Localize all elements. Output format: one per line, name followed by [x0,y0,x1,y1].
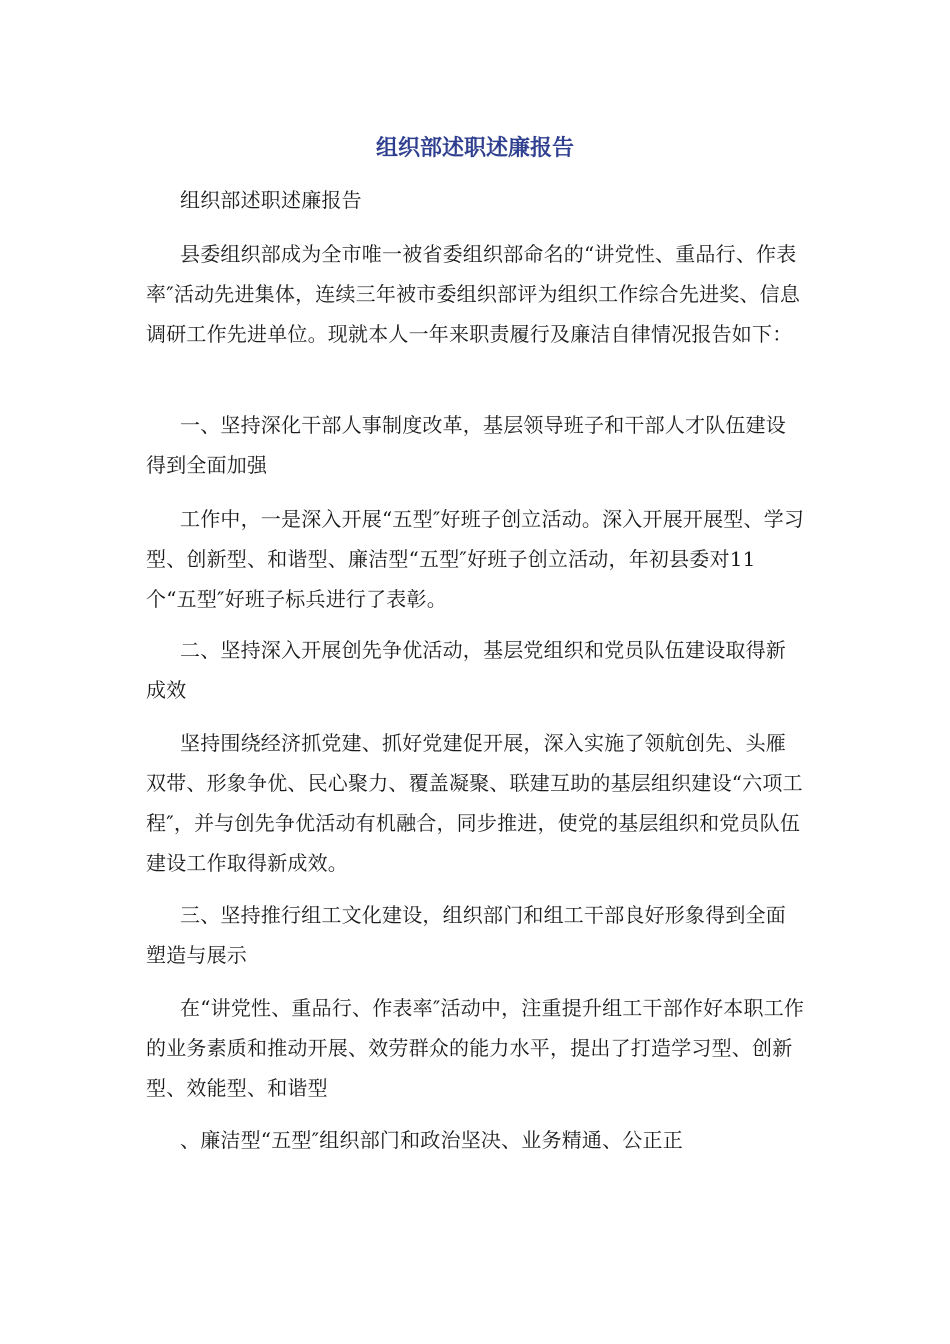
paragraph-section-1: 工作中，一是深入开展“五型″好班子创立活动。深入开展开展型、学习型、创新型、和谐型、廉洁型“五型″好班子创立活动，年初县委对11个“五型″好班子标兵进行了表彰。 [146,507,805,611]
paragraph-intro: 县委组织部成为全市唯一被省委组织部命名的“讲党性、重品行、作表率″活动先进集体，连续三年被市委组织部评为组织工作综合先进奖、信息调研工作先进单位。现就本人一年来职责履行及廉洁自律情况报告如下： [146,242,801,346]
section-heading-1: 一、坚持深化干部人事制度改革，基层领导班子和干部人才队伍建设得到全面加强 [146,413,786,477]
paragraph-subtitle: 组织部述职述廉报告 [180,188,362,212]
paragraph-section-2: 坚持围绕经济抓党建、抓好党建促开展，深入实施了领航创先、头雁双带、形象争优、民心聚力、覆盖凝聚、联建互助的基层组织建设“六项工程″，并与创先争优活动有机融合，同步推进，使党的基层组织和党员队伍建设工作取得新成效。 [146,731,803,875]
section-heading-3: 三、坚持推行组工文化建设，组织部门和组工干部良好形象得到全面塑造与展示 [146,903,786,967]
document-title: 组织部述职述廉报告 [375,136,574,161]
paragraph-section-3: 在“讲党性、重品行、作表率″活动中，注重提升组工干部作好本职工作的业务素质和推动开展、效劳群众的能力水平，提出了打造学习型、创新型、效能型、和谐型 [146,996,805,1100]
section-heading-2: 二、坚持深入开展创先争优活动，基层党组织和党员队伍建设取得新成效 [146,638,786,702]
paragraph-continuation: 、廉洁型“五型″组织部门和政治坚决、业务精通、公正正 [180,1128,683,1152]
